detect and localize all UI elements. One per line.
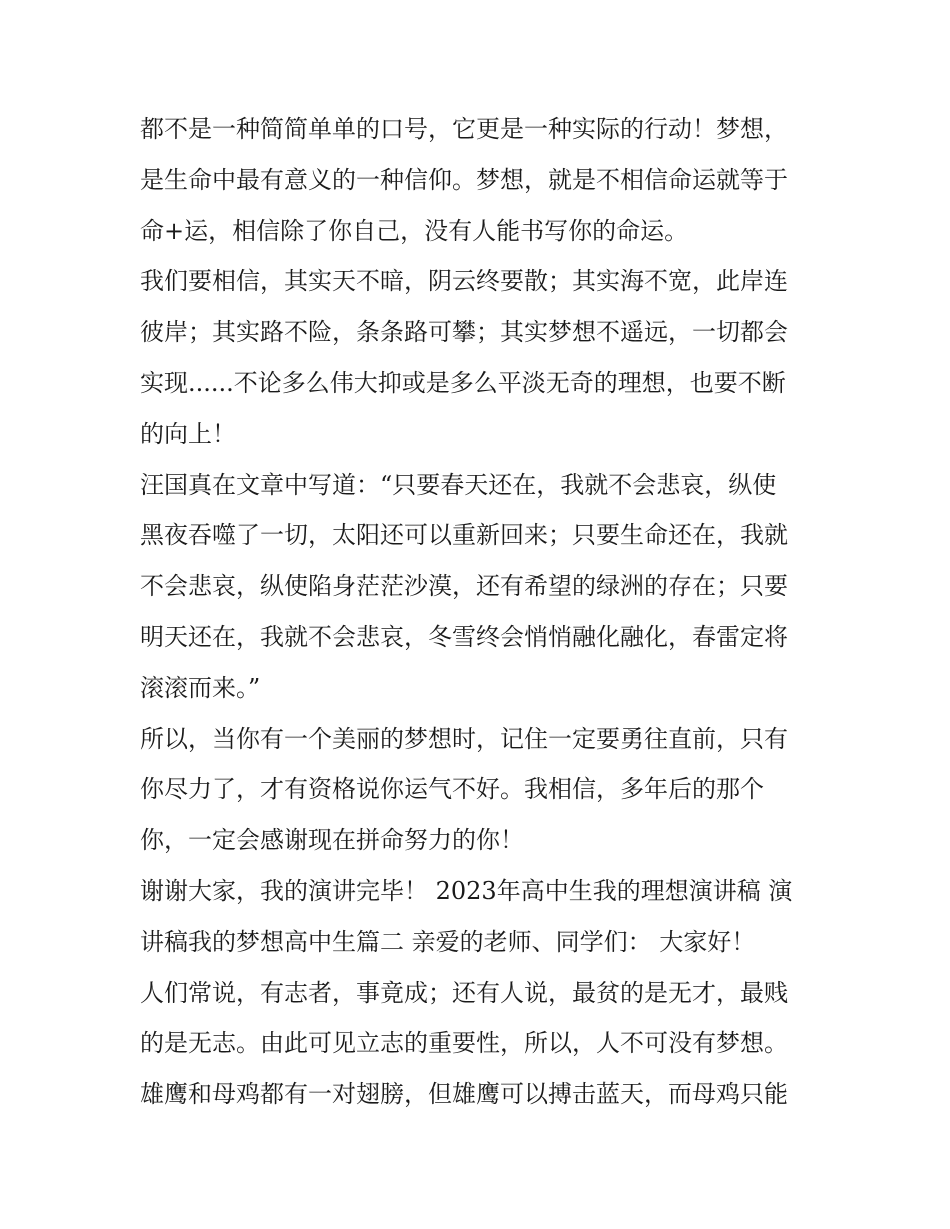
text-line: 不会悲哀，纵使陷身茫茫沙漠，还有希望的绿洲的存在；只要: [140, 572, 788, 601]
text-line: 讲稿我的梦想高中生篇二 亲爱的老师、同学们： 大家好！: [140, 927, 756, 956]
text-line: 命+运，相信除了你自己，没有人能书写你的命运。: [140, 216, 689, 245]
text-line: 彼岸；其实路不险，条条路可攀；其实梦想不遥远，一切都会: [140, 318, 788, 347]
text-line: 实现......不论多么伟大抑或是多么平淡无奇的理想，也要不断: [140, 368, 786, 397]
text-line: 你尽力了，才有资格说你运气不好。我相信，多年后的那个: [140, 775, 764, 804]
text-line: 黑夜吞噬了一切，太阳还可以重新回来；只要生命还在，我就: [140, 521, 788, 550]
text-line: 的向上！: [140, 419, 236, 448]
text-line: 都不是一种简简单单的口号，它更是一种实际的行动！梦想，: [140, 115, 788, 143]
text-line: 滚滚而来。”: [140, 673, 261, 702]
text-line: 谢谢大家，我的演讲完毕！ 2023年高中生我的理想演讲稿 演: [140, 876, 793, 905]
body-text: [140, 104, 816, 1120]
text-line: 你，一定会感谢现在拼命努力的你！: [140, 826, 524, 855]
text-line: 雄鹰和母鸡都有一对翅膀，但雄鹰可以搏击蓝天，而母鸡只能: [140, 1080, 788, 1109]
text-line: 是生命中最有意义的一种信仰。梦想，就是不相信命运就等于: [140, 165, 788, 194]
text-line: 所以，当你有一个美丽的梦想时，记住一定要勇往直前，只有: [140, 724, 788, 753]
text-line: 人们常说，有志者，事竟成；还有人说，最贫的是无才，最贱: [140, 978, 788, 1007]
text-line: 汪国真在文章中写道：“只要春天还在，我就不会悲哀，纵使: [140, 470, 777, 499]
text-line: 明天还在，我就不会悲哀，冬雪终会悄悄融化融化，春雷定将: [140, 622, 788, 651]
text-line: 的是无志。由此可见立志的重要性，所以，人不可没有梦想。: [140, 1029, 788, 1058]
text-line: 我们要相信，其实天不暗，阴云终要散；其实海不宽，此岸连: [140, 267, 788, 296]
